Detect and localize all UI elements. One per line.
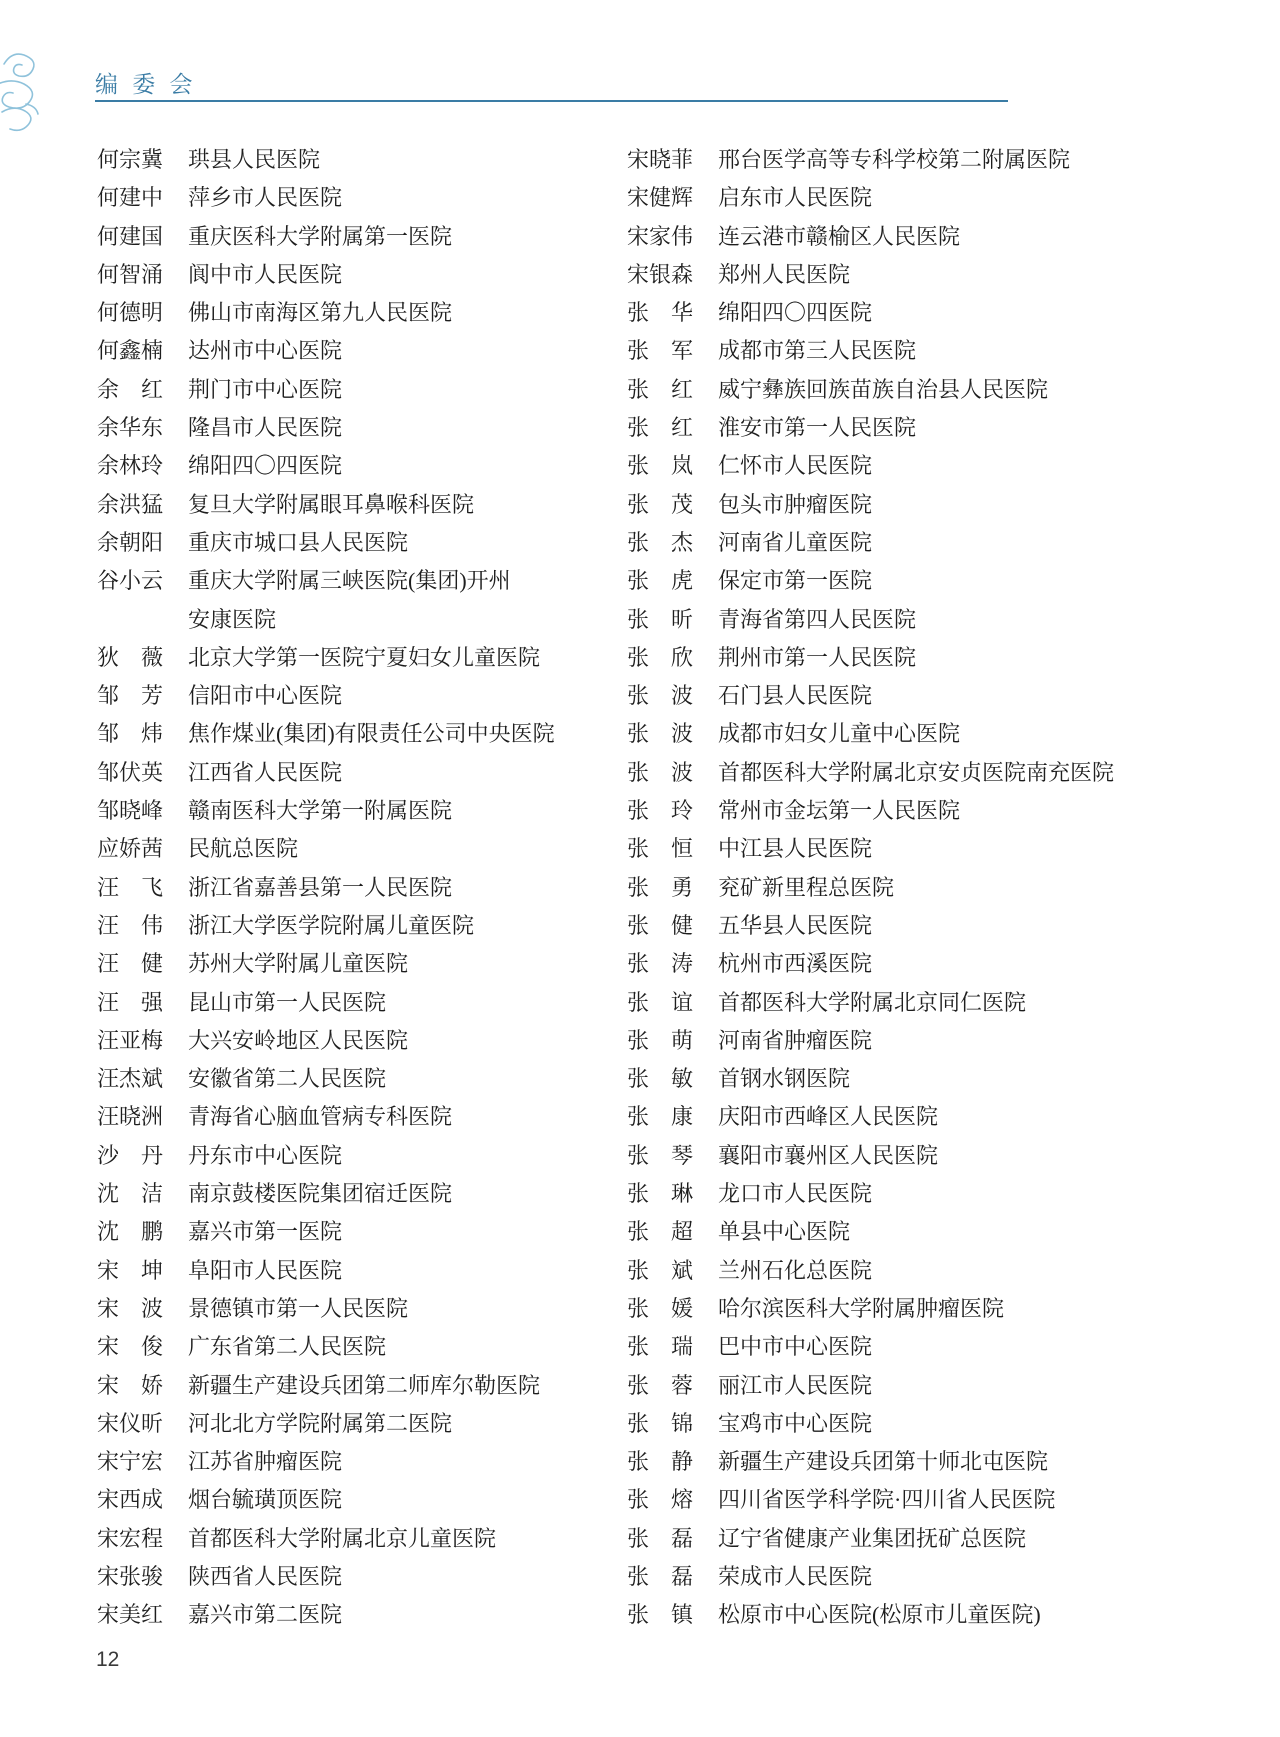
committee-entry <box>97 715 555 753</box>
member-name: 张 波 <box>627 683 694 709</box>
committee-entry <box>627 1213 1114 1251</box>
member-name: 张 敏 <box>627 1066 694 1092</box>
member-affiliation: 民航总医院 <box>188 836 299 862</box>
member-name: 汪晓洲 <box>97 1104 164 1130</box>
member-affiliation: 常州市金坛第一人民医院 <box>718 798 961 824</box>
committee-entry <box>627 1252 1114 1290</box>
committee-entry <box>97 1481 555 1519</box>
member-name: 何建中 <box>97 185 164 211</box>
committee-entry <box>627 1520 1114 1558</box>
member-name: 何宗冀 <box>97 147 164 172</box>
member-name: 余洪猛 <box>97 491 164 517</box>
member-affiliation: 兖矿新里程总医院 <box>718 874 895 900</box>
committee-entry <box>97 1328 555 1366</box>
member-affiliation: 陕西省人民医院 <box>188 1563 343 1589</box>
member-name: 狄 薇 <box>97 644 164 670</box>
member-affiliation: 浙江省嘉善县第一人民医院 <box>188 874 453 900</box>
member-name: 汪杰斌 <box>97 1066 164 1092</box>
member-name: 张 波 <box>627 721 694 747</box>
committee-entry <box>97 447 555 485</box>
member-affiliation: 重庆市城口县人民医院 <box>188 529 409 555</box>
member-name: 宋家伟 <box>627 223 694 249</box>
member-name: 张 恒 <box>627 836 694 862</box>
member-affiliation: 四川省医学科学院·四川省人民医院 <box>718 1487 1056 1513</box>
member-affiliation: 复旦大学附属眼耳鼻喉科医院 <box>188 491 475 517</box>
member-affiliation: 绵阳四〇四医院 <box>188 453 343 479</box>
committee-entry <box>97 256 555 294</box>
committee-entry <box>627 179 1114 217</box>
member-name: 汪 伟 <box>97 912 164 938</box>
member-affiliation: 江西省人民医院 <box>188 759 343 785</box>
member-name: 宋 俊 <box>97 1334 164 1360</box>
member-affiliation: 中江县人民医院 <box>718 836 873 862</box>
committee-entry <box>627 945 1114 983</box>
committee-entry <box>97 754 555 792</box>
member-name: 张 琴 <box>627 1142 694 1168</box>
committee-entry <box>97 218 555 256</box>
committee-entry <box>97 639 555 677</box>
committee-entry <box>97 677 555 715</box>
member-name: 宋晓菲 <box>627 147 694 172</box>
member-name: 张 镇 <box>627 1602 694 1628</box>
member-name: 张 超 <box>627 1219 694 1245</box>
committee-entry <box>627 1481 1114 1519</box>
member-name: 余朝阳 <box>97 529 164 555</box>
member-affiliation: 大兴安岭地区人民医院 <box>188 1027 409 1053</box>
committee-entry <box>97 1405 555 1443</box>
member-affiliation: 辽宁省健康产业集团抚矿总医院 <box>718 1525 1027 1551</box>
member-name: 邹 炜 <box>97 721 164 747</box>
committee-column-left <box>97 141 555 1635</box>
member-name: 宋西成 <box>97 1487 164 1513</box>
member-name: 张 涛 <box>627 951 694 977</box>
member-affiliation: 保定市第一医院 <box>718 568 873 594</box>
member-name: 张 茂 <box>627 491 694 517</box>
committee-entry <box>97 1367 555 1405</box>
member-affiliation: 郑州人民医院 <box>718 261 851 287</box>
member-affiliation: 启东市人民医院 <box>718 185 873 211</box>
member-name: 张 军 <box>627 338 694 364</box>
member-affiliation: 佛山市南海区第九人民医院 <box>188 300 453 326</box>
member-name: 张 静 <box>627 1449 694 1475</box>
committee-entry <box>97 1290 555 1328</box>
committee-entry <box>627 1558 1114 1596</box>
member-affiliation: 嘉兴市第一医院 <box>188 1219 343 1245</box>
committee-entry <box>627 524 1114 562</box>
committee-entry <box>97 1137 555 1175</box>
member-name: 何建国 <box>97 223 164 249</box>
committee-entry <box>627 792 1114 830</box>
member-affiliation: 萍乡市人民医院 <box>188 185 343 211</box>
committee-entry <box>97 1175 555 1213</box>
member-affiliation: 阜阳市人民医院 <box>188 1257 343 1283</box>
committee-entry <box>97 1213 555 1251</box>
member-affiliation: 江苏省肿瘤医院 <box>188 1449 343 1475</box>
member-affiliation: 重庆医科大学附属第一医院 <box>188 223 453 249</box>
member-name: 余林玲 <box>97 453 164 479</box>
committee-entry <box>627 601 1114 639</box>
committee-entry <box>627 1060 1114 1098</box>
committee-entry <box>97 1520 555 1558</box>
member-name: 宋美红 <box>97 1602 164 1628</box>
committee-entry <box>97 332 555 370</box>
member-affiliation: 巴中市中心医院 <box>718 1334 873 1360</box>
committee-entry <box>97 1443 555 1481</box>
committee-entry <box>97 1098 555 1136</box>
member-name: 宋银森 <box>627 261 694 287</box>
committee-entry <box>627 869 1114 907</box>
member-name: 宋张骏 <box>97 1563 164 1589</box>
committee-entry <box>97 562 555 600</box>
member-name: 张 华 <box>627 300 694 326</box>
member-name: 余华东 <box>97 415 164 441</box>
committee-entry <box>627 371 1114 409</box>
committee-entry <box>627 830 1114 868</box>
committee-column-right <box>627 141 1114 1635</box>
member-name: 宋 坤 <box>97 1257 164 1283</box>
member-affiliation: 哈尔滨医科大学附属肿瘤医院 <box>718 1295 1005 1321</box>
member-name: 张 斌 <box>627 1257 694 1283</box>
member-name: 宋宏程 <box>97 1525 164 1551</box>
member-name: 宋健辉 <box>627 185 694 211</box>
committee-entry <box>627 562 1114 600</box>
member-affiliation: 广东省第二人民医院 <box>188 1334 387 1360</box>
member-name: 张 虎 <box>627 568 694 594</box>
committee-entry <box>627 218 1114 256</box>
member-affiliation: 荆门市中心医院 <box>188 376 343 402</box>
committee-entry <box>627 256 1114 294</box>
member-affiliation: 成都市第三人民医院 <box>718 338 917 364</box>
member-affiliation: 荆州市第一人民医院 <box>718 644 917 670</box>
member-name: 汪 飞 <box>97 874 164 900</box>
member-affiliation: 河南省肿瘤医院 <box>718 1027 873 1053</box>
member-name: 张 杰 <box>627 529 694 555</box>
member-affiliation: 昆山市第一人民医院 <box>188 989 387 1015</box>
member-affiliation: 河北北方学院附属第二医院 <box>188 1410 453 1436</box>
committee-entry <box>627 1328 1114 1366</box>
member-affiliation: 首都医科大学附属北京同仁医院 <box>718 989 1027 1015</box>
member-name: 张 琳 <box>627 1181 694 1207</box>
member-affiliation: 河南省儿童医院 <box>718 529 873 555</box>
committee-entry <box>627 1137 1114 1175</box>
member-affiliation: 宝鸡市中心医院 <box>718 1410 873 1436</box>
member-name: 张 磊 <box>627 1563 694 1589</box>
committee-entry <box>97 792 555 830</box>
member-affiliation: 单县中心医院 <box>718 1219 851 1245</box>
member-affiliation: 浙江大学医学院附属儿童医院 <box>188 912 475 938</box>
member-name: 沈 鹏 <box>97 1219 164 1245</box>
member-name: 邹晓峰 <box>97 798 164 824</box>
member-affiliation: 焦作煤业(集团)有限责任公司中央医院 <box>188 721 555 747</box>
committee-entry <box>97 1252 555 1290</box>
member-name: 沈 洁 <box>97 1181 164 1207</box>
member-affiliation: 连云港市赣榆区人民医院 <box>718 223 961 249</box>
member-name: 余 红 <box>97 376 164 402</box>
committee-entry <box>627 907 1114 945</box>
committee-entry <box>627 1405 1114 1443</box>
member-affiliation: 丽江市人民医院 <box>718 1372 873 1398</box>
committee-entry <box>627 984 1114 1022</box>
member-name: 何鑫楠 <box>97 338 164 364</box>
committee-entry <box>97 141 555 179</box>
member-name: 张 谊 <box>627 989 694 1015</box>
member-name: 张 红 <box>627 415 694 441</box>
member-name: 汪 健 <box>97 951 164 977</box>
member-name: 宋 娇 <box>97 1372 164 1398</box>
committee-entry <box>627 1175 1114 1213</box>
member-affiliation: 达州市中心医院 <box>188 338 343 364</box>
member-name: 汪亚梅 <box>97 1027 164 1053</box>
committee-entry <box>627 141 1114 179</box>
member-affiliation: 阆中市人民医院 <box>188 261 343 287</box>
member-affiliation: 五华县人民医院 <box>718 912 873 938</box>
member-affiliation: 苏州大学附属儿童医院 <box>188 951 409 977</box>
committee-entry <box>97 1060 555 1098</box>
committee-entry <box>627 447 1114 485</box>
member-name: 谷小云 <box>97 568 164 594</box>
member-affiliation: 邢台医学高等专科学校第二附属医院 <box>718 147 1071 172</box>
member-name: 张 岚 <box>627 453 694 479</box>
member-name: 应娇茜 <box>97 836 164 862</box>
header-divider <box>95 100 1008 102</box>
member-name: 邹伏英 <box>97 759 164 785</box>
committee-entry <box>627 754 1114 792</box>
member-affiliation: 信阳市中心医院 <box>188 683 343 709</box>
committee-entry <box>627 1596 1114 1634</box>
committee-entry <box>627 294 1114 332</box>
member-affiliation: 石门县人民医院 <box>718 683 873 709</box>
member-affiliation: 安徽省第二人民医院 <box>188 1066 387 1092</box>
member-affiliation: 丹东市中心医院 <box>188 1142 343 1168</box>
member-affiliation: 新疆生产建设兵团第十师北屯医院 <box>718 1449 1049 1475</box>
member-affiliation: 珙县人民医院 <box>188 147 321 172</box>
member-affiliation: 松原市中心医院(松原市儿童医院) <box>718 1602 1041 1628</box>
committee-entry <box>97 524 555 562</box>
member-name: 张 康 <box>627 1104 694 1130</box>
committee-entry <box>97 1558 555 1596</box>
committee-entry <box>627 1443 1114 1481</box>
committee-entry <box>627 677 1114 715</box>
member-affiliation: 龙口市人民医院 <box>718 1181 873 1207</box>
member-affiliation: 青海省第四人民医院 <box>718 606 917 632</box>
committee-entry <box>627 639 1114 677</box>
member-affiliation: 荣成市人民医院 <box>718 1563 873 1589</box>
member-name: 宋宁宏 <box>97 1449 164 1475</box>
cloud-ornament-icon <box>0 46 64 136</box>
committee-entry <box>97 907 555 945</box>
member-name: 张 磊 <box>627 1525 694 1551</box>
member-name: 张 波 <box>627 759 694 785</box>
member-name: 张 玲 <box>627 798 694 824</box>
member-affiliation: 威宁彝族回族苗族自治县人民医院 <box>718 376 1049 402</box>
committee-entry <box>627 409 1114 447</box>
member-name: 张 瑞 <box>627 1334 694 1360</box>
member-affiliation: 重庆大学附属三峡医院(集团)开州 <box>188 568 511 594</box>
member-affiliation: 杭州市西溪医院 <box>718 951 873 977</box>
committee-entry <box>97 1022 555 1060</box>
member-affiliation: 青海省心脑血管病专科医院 <box>188 1104 453 1130</box>
committee-entry-continuation <box>97 601 555 639</box>
member-name: 张 媛 <box>627 1295 694 1321</box>
committee-entry <box>627 715 1114 753</box>
committee-entry <box>627 1367 1114 1405</box>
member-affiliation: 新疆生产建设兵团第二师库尔勒医院 <box>188 1372 541 1398</box>
committee-entry <box>97 1596 555 1634</box>
member-affiliation: 兰州石化总医院 <box>718 1257 873 1283</box>
member-name: 宋仪昕 <box>97 1410 164 1436</box>
committee-entry <box>97 830 555 868</box>
member-affiliation: 首都医科大学附属北京儿童医院 <box>188 1525 497 1551</box>
member-name: 张 红 <box>627 376 694 402</box>
committee-entry <box>97 179 555 217</box>
member-affiliation: 北京大学第一医院宁夏妇女儿童医院 <box>188 644 541 670</box>
member-affiliation: 嘉兴市第二医院 <box>188 1602 343 1628</box>
committee-entry <box>97 486 555 524</box>
member-affiliation: 南京鼓楼医院集团宿迁医院 <box>188 1181 453 1207</box>
committee-entry <box>97 371 555 409</box>
committee-entry <box>627 1098 1114 1136</box>
member-name: 张 熔 <box>627 1487 694 1513</box>
member-affiliation: 烟台毓璜顶医院 <box>188 1487 343 1513</box>
page-number: 12 <box>96 1648 120 1671</box>
member-name: 张 蓉 <box>627 1372 694 1398</box>
member-affiliation: 隆昌市人民医院 <box>188 415 343 441</box>
member-name: 宋 波 <box>97 1295 164 1321</box>
member-name: 张 锦 <box>627 1410 694 1436</box>
member-affiliation: 首都医科大学附属北京安贞医院南充医院 <box>718 759 1115 785</box>
member-name: 汪 强 <box>97 989 164 1015</box>
committee-entry <box>97 945 555 983</box>
member-affiliation: 包头市肿瘤医院 <box>718 491 873 517</box>
member-name: 张 勇 <box>627 874 694 900</box>
member-affiliation: 绵阳四〇四医院 <box>718 300 873 326</box>
committee-entry <box>97 869 555 907</box>
member-name: 邹 芳 <box>97 683 164 709</box>
member-affiliation: 安康医院 <box>188 606 277 632</box>
member-name: 张 欣 <box>627 644 694 670</box>
page-title: 编委会 <box>95 71 207 97</box>
member-affiliation: 首钢水钢医院 <box>718 1066 851 1092</box>
committee-entry <box>627 1290 1114 1328</box>
member-name: 沙 丹 <box>97 1142 164 1168</box>
committee-entry <box>627 332 1114 370</box>
member-affiliation: 赣南医科大学第一附属医院 <box>188 798 453 824</box>
member-affiliation: 淮安市第一人民医院 <box>718 415 917 441</box>
member-name: 张 昕 <box>627 606 694 632</box>
committee-entry <box>97 984 555 1022</box>
committee-entry <box>97 409 555 447</box>
committee-entry <box>97 294 555 332</box>
member-name: 何德明 <box>97 300 164 326</box>
member-name: 张 健 <box>627 912 694 938</box>
member-affiliation: 景德镇市第一人民医院 <box>188 1295 409 1321</box>
committee-entry <box>627 486 1114 524</box>
member-affiliation: 庆阳市西峰区人民医院 <box>718 1104 939 1130</box>
member-name: 何智涌 <box>97 261 164 287</box>
member-affiliation: 成都市妇女儿童中心医院 <box>718 721 961 747</box>
member-affiliation: 仁怀市人民医院 <box>718 453 873 479</box>
member-name: 张 萌 <box>627 1027 694 1053</box>
committee-entry <box>627 1022 1114 1060</box>
member-affiliation: 襄阳市襄州区人民医院 <box>718 1142 939 1168</box>
